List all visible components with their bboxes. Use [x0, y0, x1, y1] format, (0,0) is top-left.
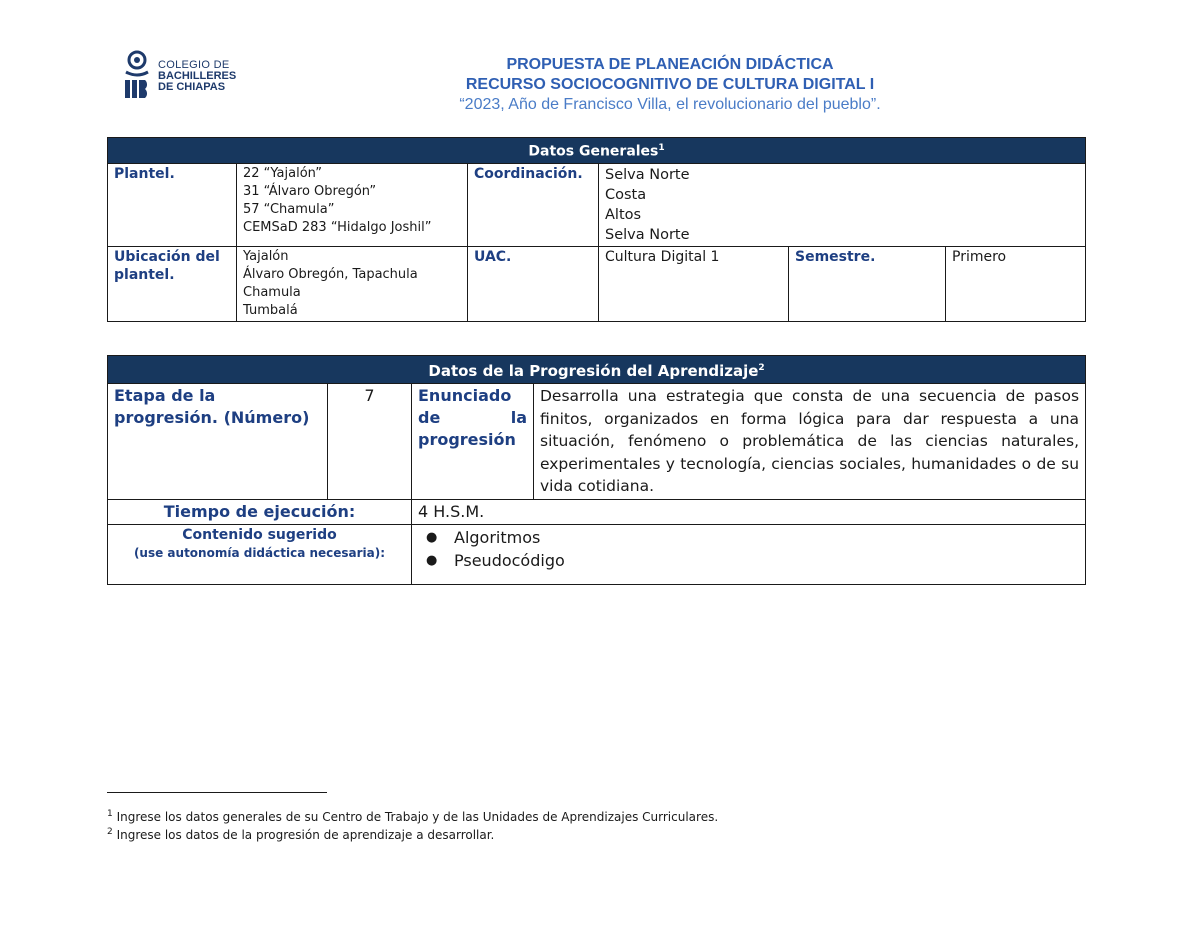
- list-item: ● Pseudocódigo: [426, 550, 565, 570]
- footnote-1: $^1$ Ingrese los datos generales de su Centro de Trabajo y de las Unidades de Aprendizajes Curriculares.: [107, 809, 719, 824]
- ubicacion-label: Ubicación del plantel.: [108, 246, 237, 321]
- progresion-header: Datos de la Progresión del Aprendizaje$^2$: [108, 356, 1086, 384]
- footnote-2: $^2$ Ingrese los datos de la progresión de aprendizaje a desarrollar.: [107, 827, 495, 842]
- document-motto: “2023, Año de Francisco Villa, el revolucionario del pueblo”.: [459, 96, 881, 113]
- document-title: PROPUESTA DE PLANEACIÓN DIDÁCTICA: [506, 56, 834, 73]
- logo-line-1: COLEGIO DE: [158, 59, 230, 71]
- ubicacion-values: Yajalón Álvaro Obregón, Tapachula Chamula Tumbalá: [237, 246, 468, 321]
- semestre-label: Semestre.: [789, 246, 946, 321]
- contenido-list: [418, 526, 1079, 572]
- tiempo-value: 4 H.S.M.: [412, 499, 1086, 524]
- plantel-values: 22 “Yajalón” 31 “Álvaro Obregón” 57 “Chamula” CEMSaD 283 “Hidalgo Joshil”: [237, 163, 468, 246]
- etapa-label: Etapa de la progresión. (Número): [108, 384, 328, 500]
- datos-generales-table: [107, 137, 1086, 322]
- progresion-table: [107, 355, 1086, 585]
- enunciado-value: Desarrolla una estrategia que consta de una secuencia de pasos finitos, organizados en forma lógica para dar respuesta a una situación, fenómeno o problemática de las ciencias naturales, experimentales y tecnología, ciencias sociales, humanidades o de su vida cotidiana.: [534, 384, 1086, 500]
- enunciado-label: Enunciado de la progresión: [412, 384, 534, 500]
- institution-logo: [122, 48, 252, 104]
- bullet-icon: ●: [426, 529, 438, 545]
- contenido-label-cell: [108, 524, 412, 584]
- contenido-label: Contenido sugerido: [182, 526, 337, 543]
- document-header: [340, 55, 1000, 115]
- semestre-value: Primero: [946, 246, 1086, 321]
- uac-value: Cultura Digital 1: [599, 246, 789, 321]
- coordinacion-label: Coordinación.: [468, 163, 599, 246]
- contenido-list-cell: [412, 524, 1086, 584]
- logo-line-3: DE CHIAPAS: [158, 81, 226, 93]
- contenido-sublabel: (use autonomía didáctica necesaria):: [133, 545, 386, 560]
- logo-line-2: BACHILLERES: [158, 70, 237, 82]
- tiempo-label: Tiempo de ejecución:: [108, 499, 412, 524]
- uac-label: UAC.: [468, 246, 599, 321]
- plantel-label: Plantel.: [108, 163, 237, 246]
- cobach-logo-icon: [122, 48, 156, 104]
- datos-generales-header: Datos Generales$^1$: [108, 138, 1086, 164]
- etapa-value: 7: [328, 384, 412, 500]
- coordinacion-values: Selva Norte Costa Altos Selva Norte: [599, 163, 1086, 246]
- bullet-icon: ●: [426, 552, 438, 568]
- list-item: ● Algoritmos: [426, 527, 541, 547]
- document-subtitle: RECURSO SOCIOCOGNITIVO DE CULTURA DIGITAL I: [465, 76, 875, 93]
- footnote-divider: [107, 792, 327, 793]
